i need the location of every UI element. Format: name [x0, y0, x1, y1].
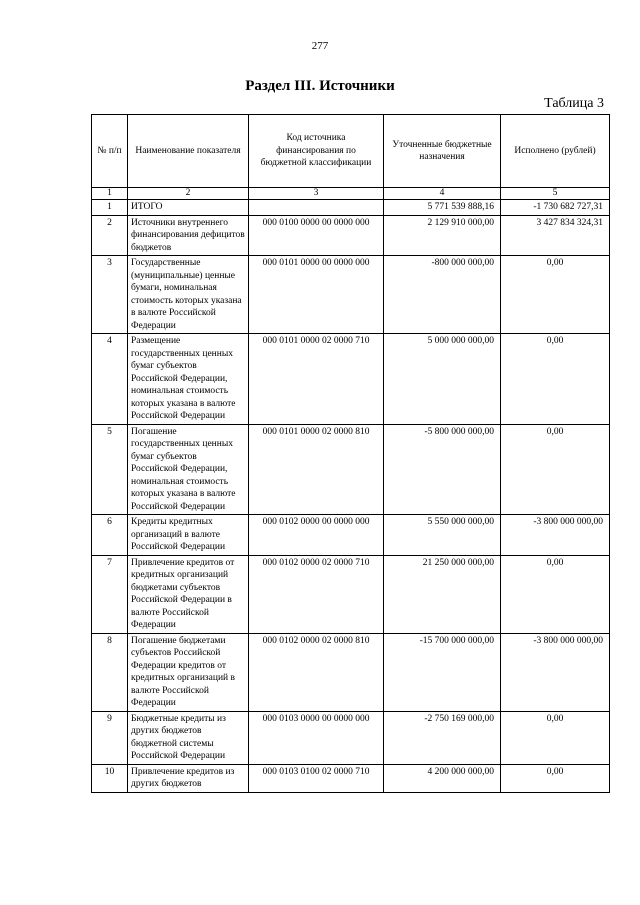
row-code: 000 0101 0000 02 0000 710 [249, 334, 384, 425]
table-header-row [92, 115, 610, 188]
header-code: Код источника финансирования по бюджетной классификации [249, 115, 384, 188]
sources-table [91, 114, 610, 793]
row-number: 10 [92, 764, 128, 792]
row-executed: 0,00 [501, 424, 610, 515]
column-number: 2 [128, 188, 249, 200]
row-number: 9 [92, 711, 128, 764]
row-number: 6 [92, 515, 128, 556]
row-planned: -800 000 000,00 [384, 256, 501, 334]
row-executed: -3 800 000 000,00 [501, 515, 610, 556]
row-planned: 2 129 910 000,00 [384, 215, 501, 256]
column-number: 5 [501, 188, 610, 200]
row-code: 000 0100 0000 00 0000 000 [249, 215, 384, 256]
row-name: Погашение государственных ценных бумаг субъектов Российской Федерации, номинальная стоимость которых указана в валюте Российской Федерации [128, 424, 249, 515]
row-planned: 21 250 000 000,00 [384, 555, 501, 633]
table-row [92, 215, 610, 256]
column-numbers-row [92, 188, 610, 200]
table-row [92, 764, 610, 792]
table-row [92, 200, 610, 216]
table-row [92, 334, 610, 425]
row-name: Кредиты кредитных организаций в валюте Российской Федерации [128, 515, 249, 556]
row-name: Бюджетные кредиты из других бюджетов бюджетной системы Российской Федерации [128, 711, 249, 764]
column-number: 3 [249, 188, 384, 200]
row-name: ИТОГО [128, 200, 249, 216]
row-number: 5 [92, 424, 128, 515]
row-planned: -2 750 169 000,00 [384, 711, 501, 764]
header-num: № п/п [92, 115, 128, 188]
row-name: Источники внутреннего финансирования дефицитов бюджетов [128, 215, 249, 256]
page-number: 277 [311, 40, 329, 52]
row-executed: 0,00 [501, 711, 610, 764]
row-number: 2 [92, 215, 128, 256]
row-number: 7 [92, 555, 128, 633]
row-name: Привлечение кредитов из других бюджетов [128, 764, 249, 792]
row-executed: 0,00 [501, 334, 610, 425]
table-row [92, 633, 610, 711]
row-number: 8 [92, 633, 128, 711]
column-number: 1 [92, 188, 128, 200]
row-code: 000 0103 0000 00 0000 000 [249, 711, 384, 764]
row-executed: 3 427 834 324,31 [501, 215, 610, 256]
row-executed: 0,00 [501, 764, 610, 792]
table-row [92, 256, 610, 334]
row-planned: 4 200 000 000,00 [384, 764, 501, 792]
row-number: 4 [92, 334, 128, 425]
row-name: Погашение бюджетами субъектов Российской Федерации кредитов от кредитных организаций в валюте Российской Федерации [128, 633, 249, 711]
row-number: 1 [92, 200, 128, 216]
header-executed: Исполнено (рублей) [501, 115, 610, 188]
row-planned: -15 700 000 000,00 [384, 633, 501, 711]
column-number: 4 [384, 188, 501, 200]
table-row [92, 711, 610, 764]
row-code: 000 0102 0000 02 0000 810 [249, 633, 384, 711]
row-executed: 0,00 [501, 256, 610, 334]
row-number: 3 [92, 256, 128, 334]
row-code: 000 0102 0000 00 0000 000 [249, 515, 384, 556]
row-planned: 5 000 000 000,00 [384, 334, 501, 425]
header-planned: Уточненные бюджетные назначения [384, 115, 501, 188]
row-name: Государственные (муниципальные) ценные бумаги, номинальная стоимость которых указана в валюте Российской Федерации [128, 256, 249, 334]
row-name: Привлечение кредитов от кредитных организаций бюджетами субъектов Российской Федерации в валюте Российской Федерации [128, 555, 249, 633]
row-code [249, 200, 384, 216]
row-code: 000 0101 0000 00 0000 000 [249, 256, 384, 334]
row-code: 000 0101 0000 02 0000 810 [249, 424, 384, 515]
row-executed: -1 730 682 727,31 [501, 200, 610, 216]
row-code: 000 0102 0000 02 0000 710 [249, 555, 384, 633]
row-executed: -3 800 000 000,00 [501, 633, 610, 711]
table-label: Таблица 3 [544, 96, 604, 111]
row-name: Размещение государственных ценных бумаг субъектов Российской Федерации, номинальная стоимость которых указана в валюте Российской Федерации [128, 334, 249, 425]
header-name: Наименование показателя [128, 115, 249, 188]
table-row [92, 424, 610, 515]
row-executed: 0,00 [501, 555, 610, 633]
table-row [92, 555, 610, 633]
row-planned: 5 771 539 888,16 [384, 200, 501, 216]
section-title: Раздел III. Источники [245, 78, 395, 94]
row-planned: -5 800 000 000,00 [384, 424, 501, 515]
table-row [92, 515, 610, 556]
row-planned: 5 550 000 000,00 [384, 515, 501, 556]
row-code: 000 0103 0100 02 0000 710 [249, 764, 384, 792]
